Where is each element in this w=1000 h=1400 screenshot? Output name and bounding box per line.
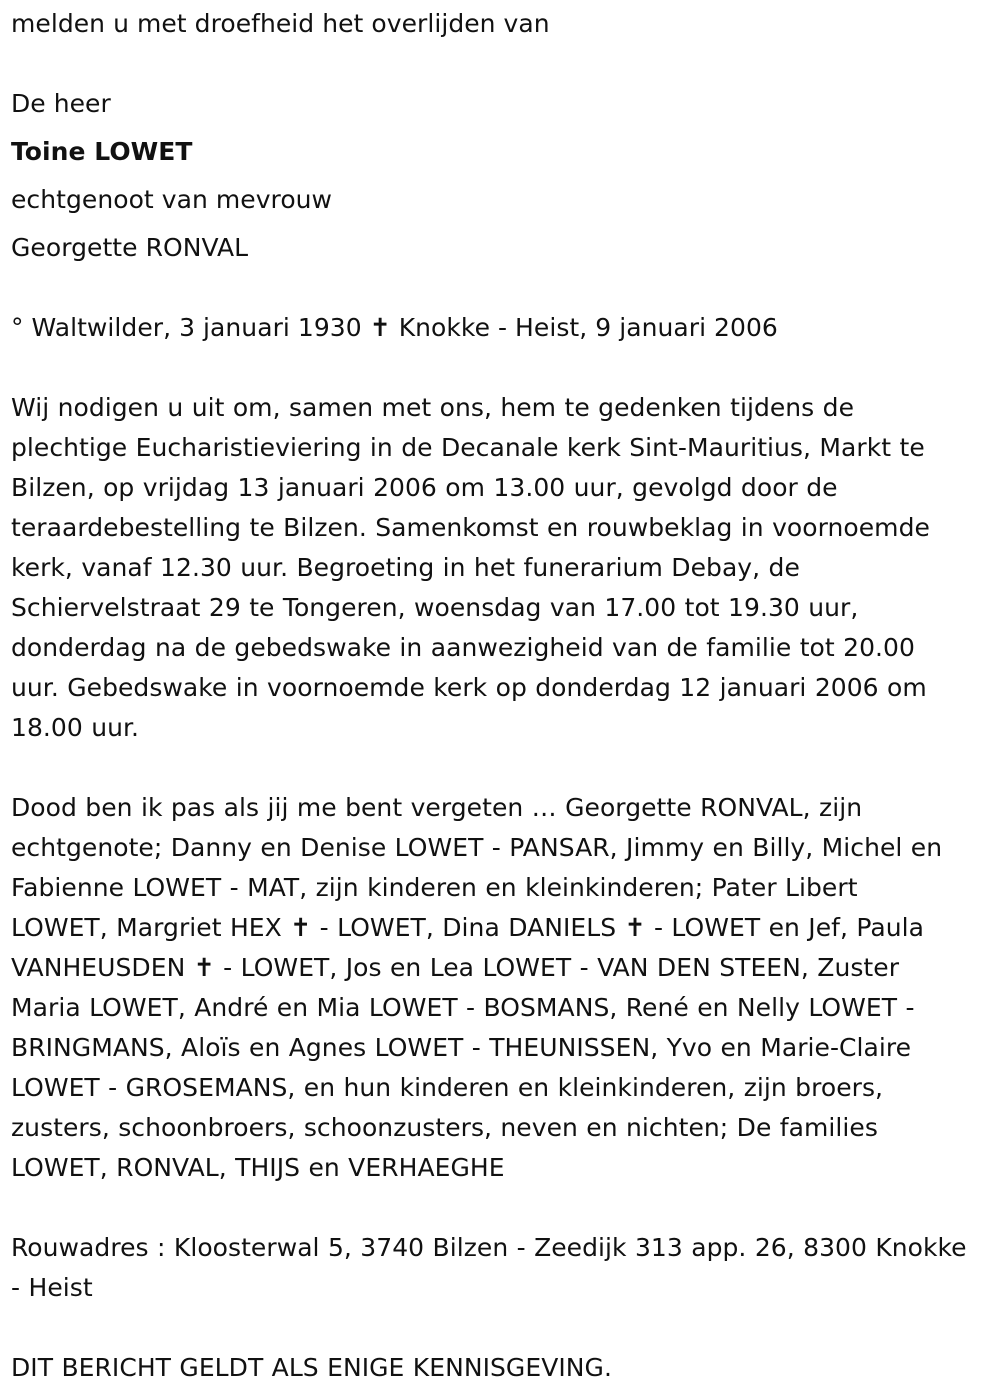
cross-icon: ✝ xyxy=(624,913,646,942)
address-line: Rouwadres : Kloosterwal 5, 3740 Bilzen - Zeedijk 313 app. 26, 8300 Knokke xyxy=(11,1233,967,1262)
family-line: LOWET, RONVAL, THIJS en VERHAEGHE xyxy=(11,1153,505,1182)
family-line: Dood ben ik pas als jij me bent vergeten … Georgette RONVAL, zijn xyxy=(11,793,863,822)
service-line: Wij nodigen u uit om, samen met ons, hem te gedenken tijdens de xyxy=(11,393,855,422)
cross-icon: ✝ xyxy=(369,313,391,342)
service-line: uur. Gebedswake in voornoemde kerk op donderdag 12 januari 2006 om xyxy=(11,673,927,702)
family-text: - LOWET, Jos en Lea LOWET - VAN DEN STEEN, Zuster xyxy=(223,953,900,982)
service-paragraph xyxy=(11,388,990,748)
family-text: LOWET, Margriet HEX xyxy=(11,913,282,942)
family-line: LOWET - GROSEMANS, en hun kinderen en kleinkinderen, zijn broers, xyxy=(11,1073,884,1102)
family-line: Fabienne LOWET - MAT, zijn kinderen en kleinkinderen; Pater Libert xyxy=(11,873,858,902)
closing-statement: DIT BERICHT GELDT ALS ENIGE KENNISGEVING. xyxy=(11,1353,612,1382)
family-paragraph xyxy=(11,788,990,1188)
service-line: Schiervelstraat 29 te Tongeren, woensdag van 17.00 tot 19.30 uur, xyxy=(11,593,859,622)
address-paragraph xyxy=(11,1228,990,1308)
birth-info: ° Waltwilder, 3 januari 1930 xyxy=(11,313,362,342)
service-line: Bilzen, op vrijdag 13 januari 2006 om 13.00 uur, gevolgd door de xyxy=(11,473,838,502)
spouse-intro: echtgenoot van mevrouw xyxy=(11,185,333,214)
family-text: - LOWET en Jef, Paula xyxy=(653,913,925,942)
service-line: 18.00 uur. xyxy=(11,713,140,742)
cross-icon: ✝ xyxy=(290,913,312,942)
spouse-name: Georgette RONVAL xyxy=(11,233,249,262)
family-line: BRINGMANS, Aloïs en Agnes LOWET - THEUNISSEN, Yvo en Marie-Claire xyxy=(11,1033,912,1062)
salutation: De heer xyxy=(11,89,111,118)
intro-text: melden u met droefheid het overlijden van xyxy=(11,9,550,38)
service-line: plechtige Eucharistieviering in de Decanale kerk Sint-Mauritius, Markt te xyxy=(11,433,925,462)
deceased-name: Toine LOWET xyxy=(11,137,193,166)
family-line: zusters, schoonbroers, schoonzusters, neven en nichten; De families xyxy=(11,1113,878,1142)
service-line: donderdag na de gebedswake in aanwezigheid van de familie tot 20.00 xyxy=(11,633,915,662)
family-line xyxy=(11,908,990,948)
service-line: teraardebestelling te Bilzen. Samenkomst en rouwbeklag in voornoemde xyxy=(11,513,930,542)
family-text: - LOWET, Dina DANIELS xyxy=(319,913,617,942)
death-info: Knokke - Heist, 9 januari 2006 xyxy=(398,313,778,342)
address-line: - Heist xyxy=(11,1273,93,1302)
birth-death-line xyxy=(11,308,990,348)
family-text: VANHEUSDEN xyxy=(11,953,186,982)
service-line: kerk, vanaf 12.30 uur. Begroeting in het funerarium Debay, de xyxy=(11,553,800,582)
family-line xyxy=(11,948,990,988)
cross-icon: ✝ xyxy=(193,953,215,982)
family-line: echtgenote; Danny en Denise LOWET - PANSAR, Jimmy en Billy, Michel en xyxy=(11,833,943,862)
family-line: Maria LOWET, André en Mia LOWET - BOSMANS, René en Nelly LOWET - xyxy=(11,993,915,1022)
